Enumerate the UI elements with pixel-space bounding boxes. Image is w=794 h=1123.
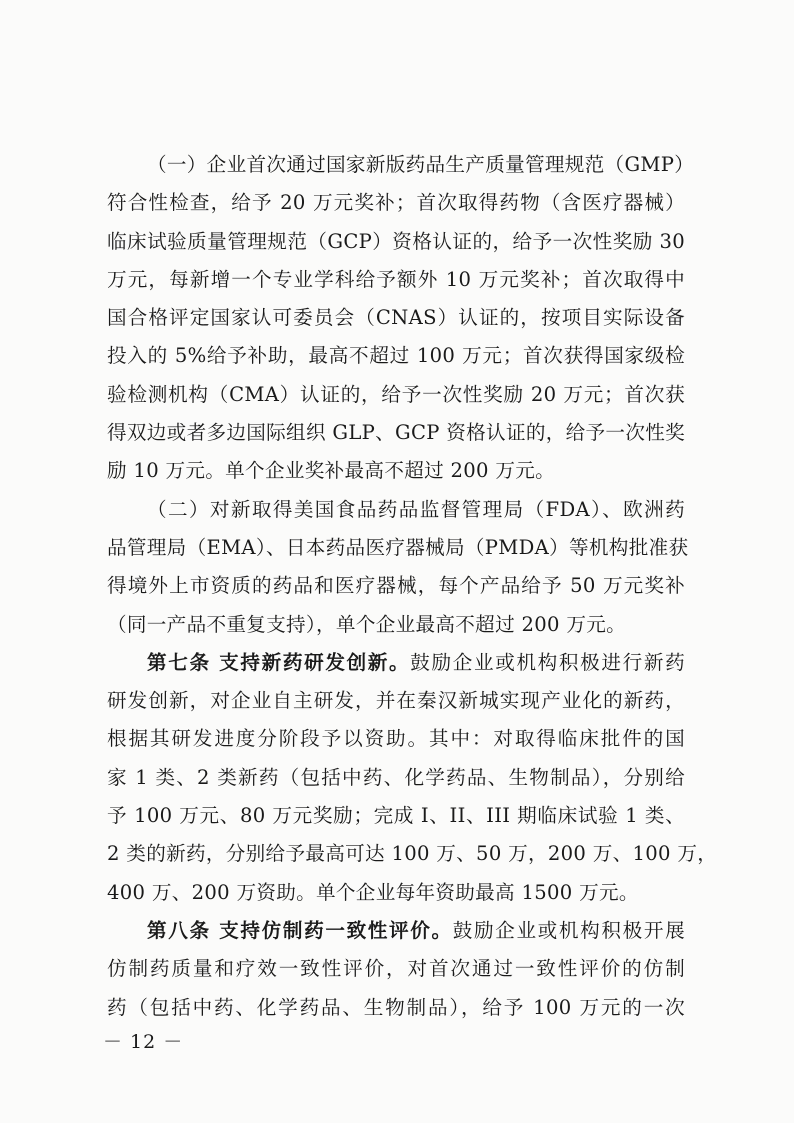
paragraph-overseas-approval-awards bbox=[107, 491, 689, 644]
text-line: 400 万、200 万资助。单个企业每年资助最高 1500 万元。 bbox=[107, 880, 639, 904]
text-line: （一）企业首次通过国家新版药品生产质量管理规范（GMP） bbox=[147, 153, 695, 176]
text-line: 得双边或者多边国际组织 GLP、GCP 资格认证的，给予一次性奖 bbox=[107, 421, 685, 445]
text-line: 研发创新，对企业自主研发，并在秦汉新城实现产业化的新药， bbox=[107, 689, 685, 713]
article-7-new-drug-rd bbox=[107, 644, 718, 912]
text-line bbox=[107, 644, 685, 682]
article-8-generic-consistency bbox=[107, 912, 685, 1027]
text-line: 根据其研发进度分阶段予以资助。其中：对取得临床批件的国 bbox=[107, 727, 685, 751]
article-heading: 第八条 支持仿制药一致性评价。 bbox=[147, 918, 453, 942]
text-line: （二）对新取得美国食品药品监督管理局（FDA）、欧洲药 bbox=[147, 497, 685, 521]
text-line: 品管理局（EMA）、日本药品医疗器械局（PMDA）等机构批准获 bbox=[107, 535, 689, 559]
text-line: 家 1 类、2 类新药（包括中药、化学药品、生物制品），分别给 bbox=[107, 765, 685, 789]
text-line: 药（包括中药、化学药品、生物制品），给予 100 万元的一次 bbox=[107, 995, 685, 1019]
article-heading: 第七条 支持新药研发创新。 bbox=[147, 650, 411, 674]
text-line bbox=[107, 912, 685, 950]
text-line: 2 类的新药，分别给予最高可达 100 万、50 万，200 万、100 万， bbox=[107, 842, 718, 866]
text-line: 验检测机构（CMA）认证的，给予一次性奖励 20 万元；首次获 bbox=[107, 382, 685, 406]
document-body bbox=[107, 146, 718, 1027]
text-line: 万元，每新增一个专业学科给予额外 10 万元奖补；首次取得中 bbox=[107, 267, 685, 291]
paragraph-gmp-gcp-awards bbox=[107, 146, 695, 491]
text-line: 励 10 万元。单个企业奖补最高不超过 200 万元。 bbox=[107, 459, 556, 483]
text-line: 投入的 5%给予补助，最高不超过 100 万元；首次获得国家级检 bbox=[107, 344, 685, 368]
article-text: 鼓励企业或机构积极进行新药 bbox=[410, 650, 685, 674]
text-line: 仿制药质量和疗效一致性评价，对首次通过一致性评价的仿制 bbox=[107, 957, 685, 981]
page-number: － 12 － bbox=[103, 1031, 184, 1053]
text-line: 临床试验质量管理规范（GCP）资格认证的，给予一次性奖励 30 bbox=[107, 229, 685, 253]
text-line: 予 100 万元、80 万元奖励；完成 I、II、III 期临床试验 1 类、 bbox=[107, 804, 685, 828]
article-text: 鼓励企业或机构积极开展 bbox=[452, 918, 685, 942]
text-line: 符合性检查，给予 20 万元奖补；首次取得药物（含医疗器械） bbox=[107, 191, 685, 215]
text-line: （同一产品不重复支持），单个企业最高不超过 200 万元。 bbox=[107, 612, 627, 636]
text-line: 国合格评定国家认可委员会（CNAS）认证的，按项目实际设备 bbox=[107, 306, 685, 330]
text-line: 得境外上市资质的药品和医疗器械，每个产品给予 50 万元奖补 bbox=[107, 574, 685, 598]
